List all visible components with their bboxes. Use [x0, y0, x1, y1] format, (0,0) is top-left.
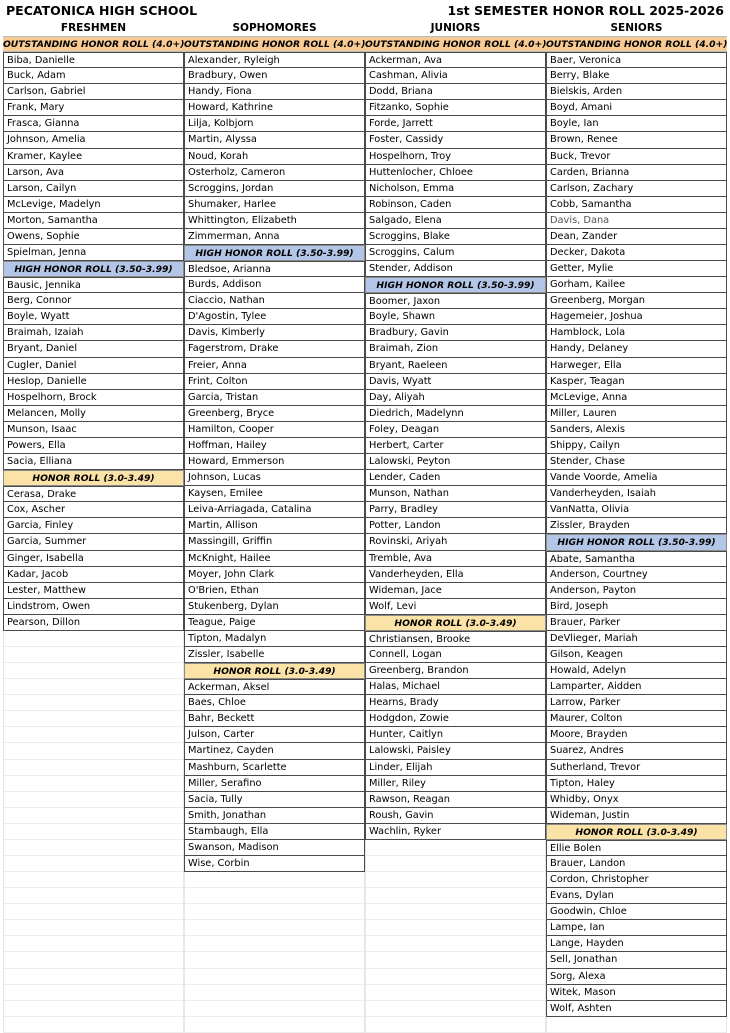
- student-name: Miller, Riley: [365, 776, 546, 792]
- empty-cell: [184, 936, 365, 952]
- high-honor-roll-header: HIGH HONOR ROLL (3.50-3.99): [546, 534, 727, 550]
- student-name: Tipton, Haley: [546, 776, 727, 792]
- student-name: Hospelhorn, Brock: [3, 390, 184, 406]
- student-name: Stukenberg, Dylan: [184, 599, 365, 615]
- student-name: Miller, Serafino: [184, 776, 365, 792]
- student-name: Noud, Korah: [184, 149, 365, 165]
- empty-cell: [365, 1001, 546, 1017]
- empty-cell: [184, 969, 365, 985]
- student-name: Mashburn, Scarlette: [184, 760, 365, 776]
- student-name: Goodwin, Chloe: [546, 904, 727, 920]
- student-name: Julson, Carter: [184, 727, 365, 743]
- student-name: Vande Voorde, Amelia: [546, 470, 727, 486]
- student-name: Martinez, Cayden: [184, 743, 365, 759]
- student-name: Sacia, Tully: [184, 792, 365, 808]
- outstanding-honor-roll-header: OUTSTANDING HONOR ROLL (4.0+): [546, 36, 727, 52]
- student-name: Sorg, Alexa: [546, 969, 727, 985]
- student-name: Baer, Veronica: [546, 52, 727, 68]
- student-name: Sutherland, Trevor: [546, 760, 727, 776]
- empty-cell: [365, 969, 546, 985]
- honor-honor-roll-header: HONOR ROLL (3.0-3.49): [184, 663, 365, 679]
- student-name: Evans, Dylan: [546, 888, 727, 904]
- student-name: Lalowski, Peyton: [365, 454, 546, 470]
- student-name: Howald, Adelyn: [546, 663, 727, 679]
- student-name: Robinson, Caden: [365, 197, 546, 213]
- student-name: Davis, Dana: [546, 213, 727, 229]
- student-name: Owens, Sophie: [3, 229, 184, 245]
- empty-cell: [365, 920, 546, 936]
- student-name: Ellie Bolen: [546, 840, 727, 856]
- student-name: Tipton, Madalyn: [184, 631, 365, 647]
- empty-cell: [365, 872, 546, 888]
- student-name: Foley, Deagan: [365, 422, 546, 438]
- empty-cell: [3, 760, 184, 776]
- empty-cell: [184, 872, 365, 888]
- student-name: Fagerstrom, Drake: [184, 341, 365, 357]
- student-name: D'Agostin, Tylee: [184, 309, 365, 325]
- column-header: FRESHMEN: [60, 22, 127, 34]
- student-name: Tremble, Ava: [365, 551, 546, 567]
- high-honor-roll-header: HIGH HONOR ROLL (3.50-3.99): [184, 245, 365, 261]
- student-name: Potter, Landon: [365, 518, 546, 534]
- student-name: VanNatta, Olivia: [546, 502, 727, 518]
- student-name: Buck, Adam: [3, 68, 184, 84]
- high-honor-roll-header: HIGH HONOR ROLL (3.50-3.99): [365, 277, 546, 293]
- student-name: Hagemeier, Joshua: [546, 309, 727, 325]
- student-name: Gilson, Keagen: [546, 647, 727, 663]
- student-name: Smith, Jonathan: [184, 808, 365, 824]
- student-name: Lindstrom, Owen: [3, 599, 184, 615]
- student-name: Brown, Renee: [546, 132, 727, 148]
- student-name: Zimmerman, Anna: [184, 229, 365, 245]
- empty-cell: [3, 695, 184, 711]
- student-name: Lange, Hayden: [546, 936, 727, 952]
- student-name: Salgado, Elena: [365, 213, 546, 229]
- column-header: JUNIORS: [430, 22, 481, 34]
- empty-cell: [3, 663, 184, 679]
- student-name: Sell, Jonathan: [546, 952, 727, 968]
- student-name: Carden, Brianna: [546, 165, 727, 181]
- empty-cell: [3, 792, 184, 808]
- student-name: Cashman, Alivia: [365, 68, 546, 84]
- student-name: Wise, Corbin: [184, 856, 365, 872]
- empty-cell: [365, 840, 546, 856]
- student-name: Lalowski, Paisley: [365, 743, 546, 759]
- student-name: Berg, Connor: [3, 293, 184, 309]
- student-name: Stambaugh, Ella: [184, 824, 365, 840]
- student-name: Morton, Samantha: [3, 213, 184, 229]
- student-name: Hearns, Brady: [365, 695, 546, 711]
- student-name: Boyle, Shawn: [365, 309, 546, 325]
- student-name: Halas, Michael: [365, 679, 546, 695]
- student-name: McLevige, Madelyn: [3, 197, 184, 213]
- student-name: Roush, Gavin: [365, 808, 546, 824]
- student-name: Boyle, Ian: [546, 116, 727, 132]
- student-name: Larrow, Parker: [546, 695, 727, 711]
- student-name: Freier, Anna: [184, 358, 365, 374]
- student-name: Melancen, Molly: [3, 406, 184, 422]
- student-name: Martin, Alyssa: [184, 132, 365, 148]
- empty-cell: [184, 1017, 365, 1033]
- student-name: Sacia, Elliana: [3, 454, 184, 470]
- high-honor-roll-header: HIGH HONOR ROLL (3.50-3.99): [3, 261, 184, 277]
- student-name: Baes, Chloe: [184, 695, 365, 711]
- student-name: Bausic, Jennika: [3, 277, 184, 293]
- student-name: Wideman, Justin: [546, 808, 727, 824]
- student-name: Stender, Addison: [365, 261, 546, 277]
- student-name: Bradbury, Gavin: [365, 325, 546, 341]
- student-name: Teague, Paige: [184, 615, 365, 631]
- student-name: Whittington, Elizabeth: [184, 213, 365, 229]
- student-name: Cerasa, Drake: [3, 486, 184, 502]
- empty-cell: [3, 920, 184, 936]
- empty-cell: [365, 1017, 546, 1033]
- student-name: Dean, Zander: [546, 229, 727, 245]
- student-name: Ciaccio, Nathan: [184, 293, 365, 309]
- student-name: Kasper, Teagan: [546, 374, 727, 390]
- student-name: Greenberg, Bryce: [184, 406, 365, 422]
- student-name: Anderson, Payton: [546, 583, 727, 599]
- student-name: Cox, Ascher: [3, 502, 184, 518]
- student-name: Cordon, Christopher: [546, 872, 727, 888]
- student-name: Getter, Mylie: [546, 261, 727, 277]
- empty-cell: [3, 936, 184, 952]
- student-name: Cobb, Samantha: [546, 197, 727, 213]
- student-name: Boyd, Amani: [546, 100, 727, 116]
- honor-honor-roll-header: HONOR ROLL (3.0-3.49): [546, 824, 727, 840]
- empty-cell: [3, 824, 184, 840]
- student-name: Frasca, Gianna: [3, 116, 184, 132]
- student-name: Howard, Kathrine: [184, 100, 365, 116]
- empty-cell: [184, 904, 365, 920]
- empty-cell: [365, 904, 546, 920]
- student-name: Davis, Wyatt: [365, 374, 546, 390]
- student-name: Munson, Nathan: [365, 486, 546, 502]
- empty-cell: [365, 856, 546, 872]
- student-name: Massingill, Griffin: [184, 534, 365, 550]
- empty-cell: [3, 743, 184, 759]
- column-header: SOPHOMORES: [232, 22, 317, 34]
- empty-cell: [546, 1017, 727, 1033]
- student-name: Suarez, Andres: [546, 743, 727, 759]
- empty-cell: [3, 711, 184, 727]
- empty-cell: [184, 888, 365, 904]
- student-name: Hunter, Caitlyn: [365, 727, 546, 743]
- student-name: Greenberg, Morgan: [546, 293, 727, 309]
- empty-cell: [365, 952, 546, 968]
- honor-honor-roll-header: HONOR ROLL (3.0-3.49): [3, 470, 184, 486]
- student-name: Vanderheyden, Ella: [365, 567, 546, 583]
- student-name: Boyle, Wyatt: [3, 309, 184, 325]
- student-name: McLevige, Anna: [546, 390, 727, 406]
- student-name: Rawson, Reagan: [365, 792, 546, 808]
- student-name: Hospelhorn, Troy: [365, 149, 546, 165]
- student-name: Ackerman, Aksel: [184, 679, 365, 695]
- student-name: Wolf, Levi: [365, 599, 546, 615]
- student-name: Spielman, Jenna: [3, 245, 184, 261]
- student-name: Kadar, Jacob: [3, 567, 184, 583]
- student-name: Forde, Jarrett: [365, 116, 546, 132]
- student-name: Shippy, Cailyn: [546, 438, 727, 454]
- student-name: Whidby, Onyx: [546, 792, 727, 808]
- student-name: Handy, Delaney: [546, 341, 727, 357]
- student-name: Lampe, Ian: [546, 920, 727, 936]
- student-name: Hamilton, Cooper: [184, 422, 365, 438]
- student-name: Scroggins, Jordan: [184, 181, 365, 197]
- student-name: Bryant, Raeleen: [365, 358, 546, 374]
- student-name: Leiva-Arriagada, Catalina: [184, 502, 365, 518]
- empty-cell: [3, 727, 184, 743]
- student-name: Osterholz, Cameron: [184, 165, 365, 181]
- empty-cell: [3, 679, 184, 695]
- student-name: Braimah, Zion: [365, 341, 546, 357]
- student-name: Christiansen, Brooke: [365, 631, 546, 647]
- student-name: Harweger, Ella: [546, 358, 727, 374]
- empty-cell: [3, 840, 184, 856]
- student-name: Powers, Ella: [3, 438, 184, 454]
- outstanding-honor-roll-header: OUTSTANDING HONOR ROLL (4.0+): [365, 36, 546, 52]
- student-name: Garcia, Summer: [3, 534, 184, 550]
- student-name: Scroggins, Calum: [365, 245, 546, 261]
- student-name: Hoffman, Hailey: [184, 438, 365, 454]
- student-name: Bird, Joseph: [546, 599, 727, 615]
- student-name: Biba, Danielle: [3, 52, 184, 68]
- student-name: Kaysen, Emilee: [184, 486, 365, 502]
- student-name: Heslop, Danielle: [3, 374, 184, 390]
- student-name: Brauer, Parker: [546, 615, 727, 631]
- empty-cell: [3, 985, 184, 1001]
- student-name: Abate, Samantha: [546, 551, 727, 567]
- school-title: PECATONICA HIGH SCHOOL: [6, 3, 198, 18]
- student-name: Huttenlocher, Chloee: [365, 165, 546, 181]
- student-name: Lester, Matthew: [3, 583, 184, 599]
- column-header: SENIORS: [610, 22, 663, 34]
- student-name: Gorham, Kailee: [546, 277, 727, 293]
- empty-cell: [184, 952, 365, 968]
- seniors-column: [546, 20, 727, 1033]
- student-name: Nicholson, Emma: [365, 181, 546, 197]
- student-name: Carlson, Gabriel: [3, 84, 184, 100]
- empty-cell: [184, 920, 365, 936]
- student-name: Frank, Mary: [3, 100, 184, 116]
- student-name: Dodd, Briana: [365, 84, 546, 100]
- student-name: Decker, Dakota: [546, 245, 727, 261]
- student-name: Linder, Elijah: [365, 760, 546, 776]
- freshmen-column: [3, 20, 184, 1033]
- student-name: Wolf, Ashten: [546, 1001, 727, 1017]
- empty-cell: [3, 647, 184, 663]
- student-name: Kramer, Kaylee: [3, 149, 184, 165]
- sophomores-column: [184, 20, 365, 1033]
- student-name: Zissler, Isabelle: [184, 647, 365, 663]
- student-name: Moyer, John Clark: [184, 567, 365, 583]
- student-name: Lender, Caden: [365, 470, 546, 486]
- student-name: Johnson, Lucas: [184, 470, 365, 486]
- student-name: Munson, Isaac: [3, 422, 184, 438]
- empty-cell: [3, 631, 184, 647]
- student-name: Carlson, Zachary: [546, 181, 727, 197]
- student-name: Hamblock, Lola: [546, 325, 727, 341]
- semester-title: 1st SEMESTER HONOR ROLL 2025-2026: [447, 3, 724, 18]
- student-name: Maurer, Colton: [546, 711, 727, 727]
- empty-cell: [3, 776, 184, 792]
- empty-cell: [184, 1001, 365, 1017]
- empty-cell: [365, 888, 546, 904]
- student-name: Alexander, Ryleigh: [184, 52, 365, 68]
- empty-cell: [3, 1017, 184, 1033]
- student-name: Bradbury, Owen: [184, 68, 365, 84]
- empty-cell: [3, 969, 184, 985]
- student-name: Witek, Mason: [546, 985, 727, 1001]
- student-name: Scroggins, Blake: [365, 229, 546, 245]
- student-name: Boomer, Jaxon: [365, 293, 546, 309]
- empty-cell: [3, 904, 184, 920]
- student-name: Frint, Colton: [184, 374, 365, 390]
- student-name: Pearson, Dillon: [3, 615, 184, 631]
- student-name: Garcia, Finley: [3, 518, 184, 534]
- student-name: Swanson, Madison: [184, 840, 365, 856]
- student-name: Larson, Ava: [3, 165, 184, 181]
- student-name: Anderson, Courtney: [546, 567, 727, 583]
- student-name: Moore, Brayden: [546, 727, 727, 743]
- student-name: Greenberg, Brandon: [365, 663, 546, 679]
- student-name: Handy, Fiona: [184, 84, 365, 100]
- juniors-column: [365, 20, 546, 1033]
- student-name: Foster, Cassidy: [365, 132, 546, 148]
- student-name: Bryant, Daniel: [3, 341, 184, 357]
- student-name: Zissler, Brayden: [546, 518, 727, 534]
- empty-cell: [365, 985, 546, 1001]
- student-name: Johnson, Amelia: [3, 132, 184, 148]
- empty-cell: [3, 808, 184, 824]
- student-name: Wachlin, Ryker: [365, 824, 546, 840]
- student-name: Wideman, Jace: [365, 583, 546, 599]
- student-name: Bielskis, Arden: [546, 84, 727, 100]
- empty-cell: [365, 936, 546, 952]
- student-name: Buck, Trevor: [546, 149, 727, 165]
- student-name: Fitzanko, Sophie: [365, 100, 546, 116]
- student-name: Lilja, Kolbjorn: [184, 116, 365, 132]
- student-name: Bledsoe, Arianna: [184, 261, 365, 277]
- student-name: Howard, Emmerson: [184, 454, 365, 470]
- student-name: Parry, Bradley: [365, 502, 546, 518]
- empty-cell: [3, 1001, 184, 1017]
- empty-cell: [3, 888, 184, 904]
- student-name: Braimah, Izaiah: [3, 325, 184, 341]
- student-name: Larson, Cailyn: [3, 181, 184, 197]
- student-name: Miller, Lauren: [546, 406, 727, 422]
- student-name: DeVlieger, Mariah: [546, 631, 727, 647]
- student-name: O'Brien, Ethan: [184, 583, 365, 599]
- student-name: Diedrich, Madelynn: [365, 406, 546, 422]
- student-name: Burds, Addison: [184, 277, 365, 293]
- student-name: Ackerman, Ava: [365, 52, 546, 68]
- student-name: Ginger, Isabella: [3, 551, 184, 567]
- empty-cell: [3, 856, 184, 872]
- student-name: Berry, Blake: [546, 68, 727, 84]
- student-name: Rovinski, Ariyah: [365, 534, 546, 550]
- student-name: Davis, Kimberly: [184, 325, 365, 341]
- student-name: McKnight, Hailee: [184, 551, 365, 567]
- student-name: Day, Aliyah: [365, 390, 546, 406]
- empty-cell: [3, 952, 184, 968]
- student-name: Bahr, Beckett: [184, 711, 365, 727]
- student-name: Martin, Allison: [184, 518, 365, 534]
- empty-cell: [3, 872, 184, 888]
- student-name: Hodgdon, Zowie: [365, 711, 546, 727]
- outstanding-honor-roll-header: OUTSTANDING HONOR ROLL (4.0+): [3, 36, 184, 52]
- student-name: Brauer, Landon: [546, 856, 727, 872]
- honor-honor-roll-header: HONOR ROLL (3.0-3.49): [365, 615, 546, 631]
- student-name: Garcia, Tristan: [184, 390, 365, 406]
- student-name: Stender, Chase: [546, 454, 727, 470]
- student-name: Cugler, Daniel: [3, 358, 184, 374]
- outstanding-honor-roll-header: OUTSTANDING HONOR ROLL (4.0+): [184, 36, 365, 52]
- student-name: Shumaker, Harlee: [184, 197, 365, 213]
- student-name: Lamparter, Aidden: [546, 679, 727, 695]
- student-name: Herbert, Carter: [365, 438, 546, 454]
- student-name: Sanders, Alexis: [546, 422, 727, 438]
- student-name: Connell, Logan: [365, 647, 546, 663]
- empty-cell: [184, 985, 365, 1001]
- student-name: Vanderheyden, Isaiah: [546, 486, 727, 502]
